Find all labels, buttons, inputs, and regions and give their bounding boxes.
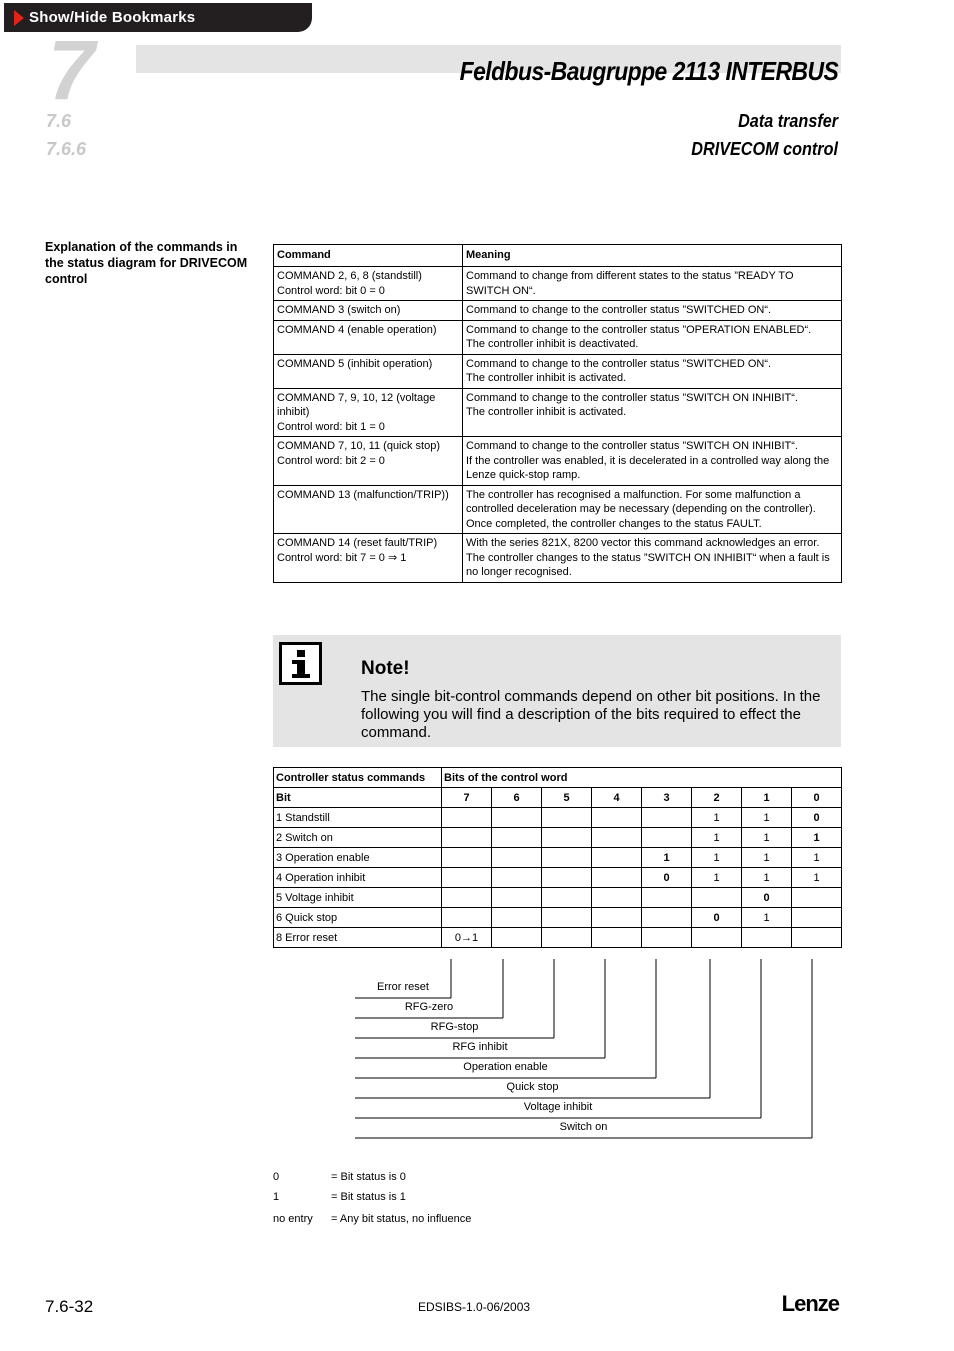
bit-value-cell [492,808,542,828]
bit-value-cell [492,828,542,848]
bits-table [273,767,842,948]
bit-value-cell: 0 [792,808,842,828]
command-cell: COMMAND 14 (reset fault/TRIP) Control word: bit 7 = 0 ⇒ 1 [274,534,463,583]
bit-meaning-label: RFG inhibit [452,1041,508,1053]
bit-value-cell: 1 [692,848,742,868]
table-row [274,828,842,848]
key-symbol: no entry [273,1213,313,1225]
bit-value-cell: 0 [742,888,792,908]
bit-value-cell [642,908,692,928]
bit-value-cell [492,868,542,888]
bit-value-cell [442,808,492,828]
status-command-label: 4 Operation inhibit [274,868,442,888]
bookmark-label: Show/Hide Bookmarks [29,9,196,26]
bit-value-cell [542,928,592,948]
bit-number: 0 [792,788,842,808]
bit-meaning-label: Quick stop [506,1081,559,1093]
header-control-word-bits: Bits of the control word [442,768,842,788]
bit-number: 1 [742,788,792,808]
bit-value-cell [592,888,642,908]
bit-number: 7 [442,788,492,808]
bit-value-cell [492,908,542,928]
bit-value-cell: 1 [792,868,842,888]
bit-value-cell: 1 [692,808,742,828]
triangle-right-icon [14,10,24,26]
bit-value-cell: 1 [692,828,742,848]
bit-value-cell [442,908,492,928]
bit-value-cell [592,828,642,848]
command-table [273,244,842,583]
bit-value-cell: 0 [692,908,742,928]
meaning-cell: The controller has recognised a malfunction. For some malfunction a controlled deceleration may be necessary (depending on the controller). Once completed, the controller changes to the status FAULT. [463,485,842,534]
command-cell: COMMAND 4 (enable operation) [274,320,463,354]
bit-number: 4 [592,788,642,808]
bit-value-cell [542,848,592,868]
bit-value-cell: 1 [792,848,842,868]
lenze-logo: Lenze [781,1291,839,1316]
bit-meaning-label: Voltage inhibit [523,1101,593,1113]
bit-value-cell: 1 [742,828,792,848]
side-caption: Explanation of the commands in the status diagram for DRIVECOM control [45,240,248,286]
bit-value-cell [642,928,692,948]
bit-value-cell: 1 [742,848,792,868]
key-symbol: 0 [273,1171,280,1183]
bit-value-cell: 1 [742,808,792,828]
bit-value-cell [792,908,842,928]
status-command-label: 3 Operation enable [274,848,442,868]
bit-value-cell [742,928,792,948]
bit-value-cell [642,808,692,828]
table-row [274,354,842,388]
note-text: The single bit-control commands depend on other bit positions. In the following you will find a description of the bits required to effect the command. [361,688,821,741]
bit-value-cell: 1 [792,828,842,848]
bit-value-cell: 1 [692,868,742,888]
command-cell: COMMAND 13 (malfunction/TRIP)) [274,485,463,534]
subsection-number: 7.6.6 [46,139,87,159]
key-description: = Bit status is 1 [331,1191,406,1203]
bit-value-cell [542,828,592,848]
bit-value-cell [542,888,592,908]
table-row [274,301,842,321]
info-icon [279,642,322,685]
bit-value-cell [642,828,692,848]
header-meaning: Meaning [463,245,842,267]
note-box [273,635,841,747]
bit-meaning-label: Error reset [377,981,429,993]
bit-value-cell: 1 [742,868,792,888]
meaning-cell: Command to change to the controller status ”OPERATION ENABLED“. The controller inhibit is deactivated. [463,320,842,354]
table-row [274,388,842,437]
status-command-label: 1 Standstill [274,808,442,828]
table-row [274,888,842,908]
status-command-label: 5 Voltage inhibit [274,888,442,908]
bit-label: Bit [274,788,442,808]
meaning-cell: Command to change to the controller status ”SWITCHED ON“. The controller inhibit is activated. [463,354,842,388]
bit-value-cell [442,828,492,848]
table-row [274,868,842,888]
table-header-row [274,245,842,267]
bit-value-cell: 0 [642,868,692,888]
document-code: EDSIBS-1.0-06/2003 [418,1300,531,1314]
bit-value-cell [542,868,592,888]
key-symbol: 1 [273,1191,280,1203]
table-row [274,808,842,828]
bit-meaning-label: Switch on [559,1121,608,1133]
table-row [274,320,842,354]
bit-number: 6 [492,788,542,808]
meaning-cell: Command to change to the controller status ”SWITCH ON INHIBIT“. The controller inhibit is activated. [463,388,842,437]
bit-meaning-label: Operation enable [463,1061,548,1073]
bit-value-cell [692,928,742,948]
table-row [274,848,842,868]
bit-value-cell [492,928,542,948]
table-row [274,485,842,534]
bit-number: 2 [692,788,742,808]
bit-meaning-label: RFG-zero [404,1001,454,1013]
bit-value-cell [792,888,842,908]
meaning-cell: Command to change from different states to the status ”READY TO SWITCH ON“. [463,267,842,301]
meaning-cell: Command to change to the controller status ”SWITCH ON INHIBIT“. If the controller was enabled, it is decelerated in a controlled way along the Lenze quick-stop ramp. [463,437,842,486]
bit-value-cell [642,888,692,908]
bit-number: 5 [542,788,592,808]
note-title: Note! [361,658,410,679]
bit-value-cell: 1 [742,908,792,928]
command-cell: COMMAND 7, 9, 10, 12 (voltage inhibit) Control word: bit 1 = 0 [274,388,463,437]
table-row [274,267,842,301]
meaning-cell: With the series 821X, 8200 vector this command acknowledges an error. The controller changes to the status ”SWITCH ON INHIBIT“ when a fault is no longer recognised. [463,534,842,583]
table-row [274,908,842,928]
chapter-number: 7 [48,23,95,117]
command-cell: COMMAND 7, 10, 11 (quick stop) Control word: bit 2 = 0 [274,437,463,486]
meaning-cell: Command to change to the controller status ”SWITCHED ON“. [463,301,842,321]
bit-value-cell [542,908,592,928]
key-description: = Bit status is 0 [331,1171,406,1183]
page-number: 7.6-32 [45,1297,94,1316]
bit-value-cell [592,848,642,868]
document-title: Feldbus-Baugruppe 2113 INTERBUS [459,56,838,86]
bit-value-cell [592,928,642,948]
table-row [274,534,842,583]
bit-value-cell [692,888,742,908]
bit-value-cell: 0→1 [442,928,492,948]
subsection-title: DRIVECOM control [691,139,838,159]
status-command-label: 8 Error reset [274,928,442,948]
table-row [274,437,842,486]
bit-value-cell [442,888,492,908]
header-command: Command [274,245,463,267]
bit-number-row [274,788,842,808]
section-title: Data transfer [738,111,838,131]
bit-value-cell [442,848,492,868]
status-command-label: 2 Switch on [274,828,442,848]
bit-value-cell [592,908,642,928]
status-command-label: 6 Quick stop [274,908,442,928]
command-cell: COMMAND 5 (inhibit operation) [274,354,463,388]
table-row [274,928,842,948]
bits-header-row [274,768,842,788]
bit-value-cell [792,928,842,948]
key-description: = Any bit status, no influence [331,1213,472,1225]
bit-value-cell [442,868,492,888]
bit-value-cell [492,888,542,908]
command-cell: COMMAND 3 (switch on) [274,301,463,321]
header-status-commands: Controller status commands [274,768,442,788]
bit-number: 3 [642,788,692,808]
bit-meaning-label: RFG-stop [430,1021,479,1033]
command-cell: COMMAND 2, 6, 8 (standstill) Control word: bit 0 = 0 [274,267,463,301]
bit-value-cell [492,848,542,868]
bit-value-cell [542,808,592,828]
bit-value-cell [592,808,642,828]
bit-value-cell [592,868,642,888]
bit-value-cell: 1 [642,848,692,868]
section-number: 7.6 [46,111,72,131]
